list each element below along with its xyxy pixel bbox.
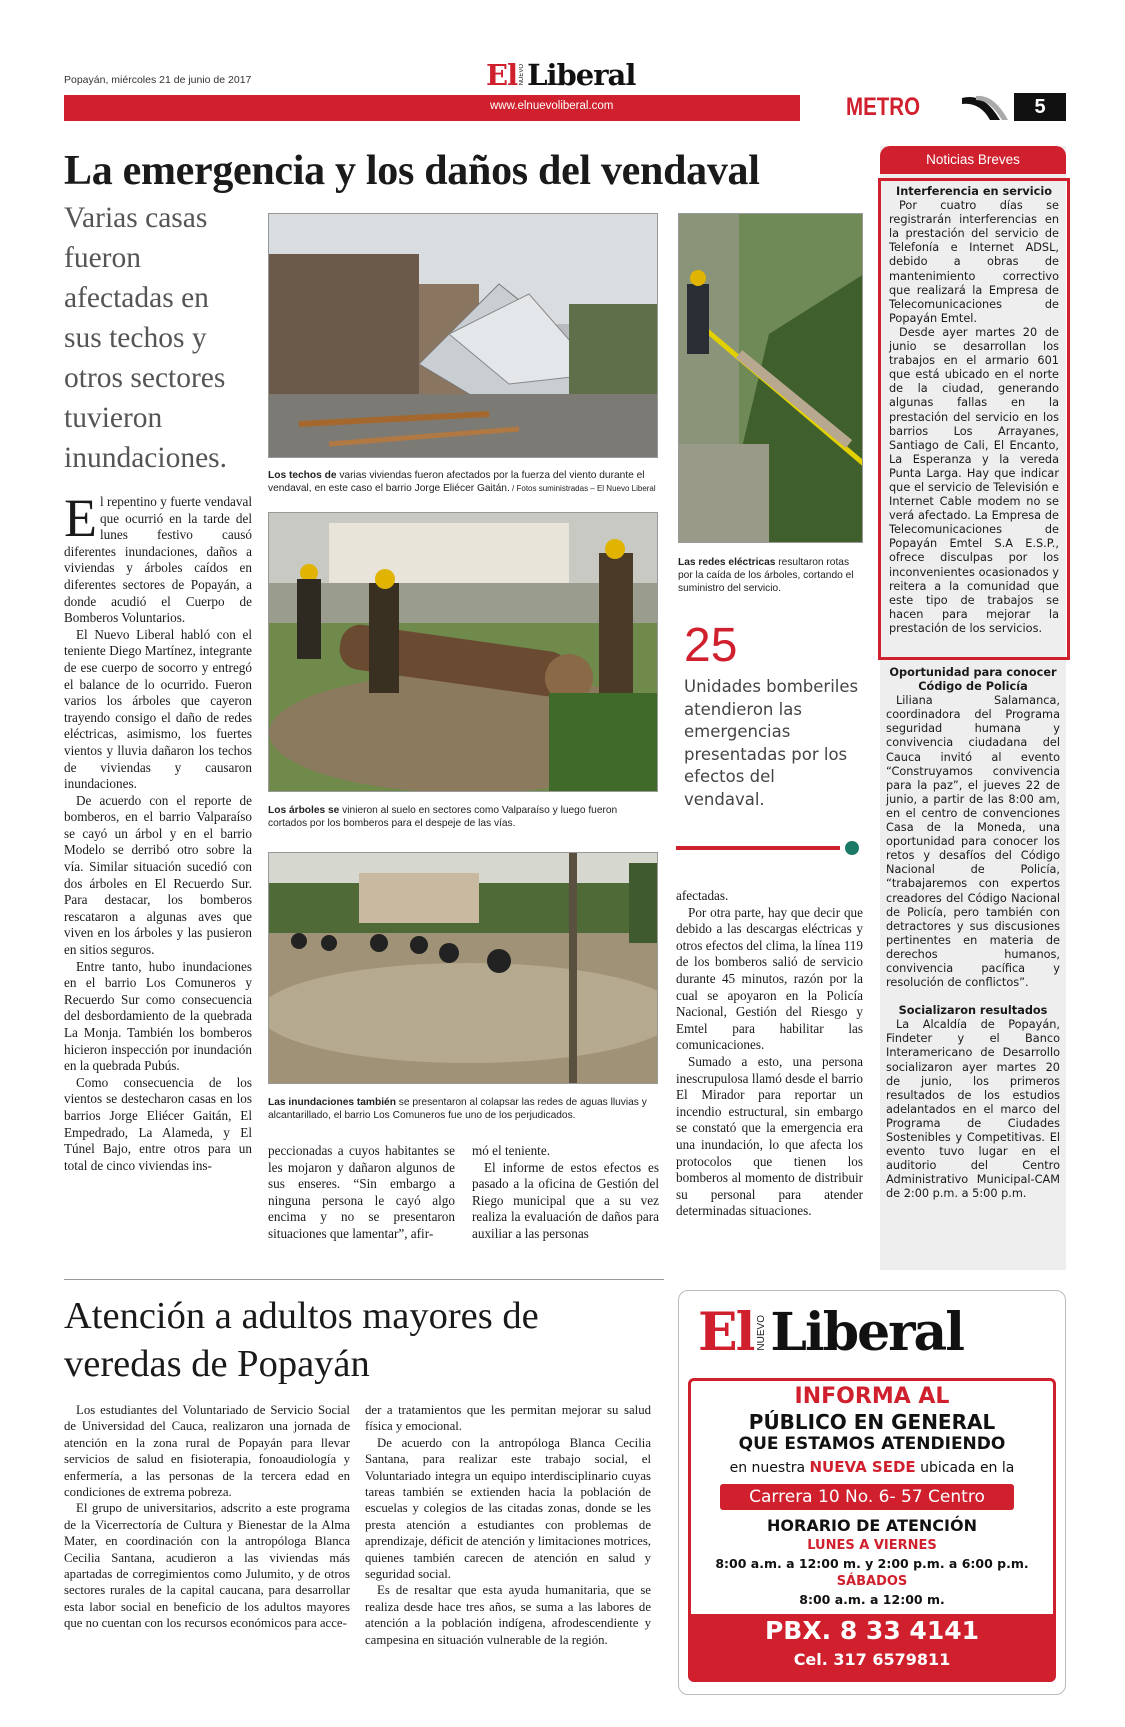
caption-roofs (268, 469, 658, 495)
ad-logo-nuevo: NUEVO (756, 1314, 768, 1351)
brief2-p1: Liliana Salamanca, coordinadora del Programa seguridad humana y convivencia ciudadana del Cauca invitó al evento “Construyamos convivencia para la paz”, el jueves 22 de junio, a partir de las 8:00 am, en el centro de convenciones Casa de la Moneda, una oportunidad para conocer los retos y desafíos del Código Nacional de Policía, “trabajaremos con expertos creadores del Código Nacional de Policía, pero también con detractores y sus discusiones pertinentes en materia de derechos humanos, convivencia pacífica y resolución de conflictos”. (886, 694, 1060, 990)
brief3-heading: Socializaron resultados (898, 1004, 1048, 1018)
main-col2 (268, 1143, 455, 1243)
second-headline: Atención a adultos mayores de veredas de Popayán (64, 1295, 539, 1385)
briefs-title: Noticias Breves (880, 146, 1066, 174)
masthead-logo[interactable] (486, 58, 635, 92)
ad-line2: PÚBLICO EN GENERAL (748, 1410, 996, 1434)
dropcap: E (64, 488, 97, 548)
section-swoosh-icon (960, 92, 1014, 122)
second-col2-p1: der a tratamientos que les permitan mejorar su salud física y emocional. (365, 1403, 651, 1434)
ad-hours-title: HORARIO DE ATENCIÓN (767, 1516, 977, 1535)
stat-rule (676, 846, 840, 850)
caption-roofs-bold: Los techos de (268, 470, 337, 481)
main-col3-p1: mó el teniente. (472, 1143, 550, 1158)
brief1-heading: Interferencia en servicio (895, 185, 1053, 198)
main-col3-p2: El informe de estos efectos es pasado a la oficina de Gestión del Riego municipal que a su vez realiza la evaluación de daños para auxiliar a las personas (472, 1159, 659, 1241)
brief3-p1: La Alcaldía de Popayán, Findeter y el Banco Interamericano de Desarrollo socializaron ayer martes 20 de junio, los primeros resultados de los estudios adelantados en el marco del Programa de Ciudades Sostenibles y Competitivas. El evento tuvo lugar en el auditorio del Centro Administrativo Municipal-CAM de 2:00 p.m. a 5:00 p.m. (886, 1018, 1060, 1201)
brief1-p2: Desde ayer martes 20 de junio se desarrollan los trabajos en el armario 601 que está ubicado en el norte de la ciudad, generando algunas fallas en la prestación del servicio en los barrios Los Arrayanes, Santiago de Cali, El Encanto, La Esperanza y la vereda Punta Larga. Hay que indicar que el servicio de Televisión e Internet Cable modem no se verá afectado. La Empresa de Telecomunicaciones de Popayán Emtel S.A E.S.P., ofrece disculpas por los inconvenientes ocasionados y reitera a la comunidad que este tipo de trabajos se hacen para mejorar la prestación de los servicios. (889, 325, 1059, 635)
main-headline: La emergencia y los daños del vendaval (64, 148, 760, 194)
ad-weekday-hours: 8:00 a.m. a 12:00 m. y 2:00 p.m. a 6:00 p.m. (715, 1556, 1029, 1571)
caption-flooding-text: se presentaron al colapsar las redes de aguas lluvias y alcantarillado, el barrio Los Comuneros fue uno de los perjudicados. (268, 1097, 647, 1121)
website-link[interactable]: www.elnuevoliberal.com (490, 100, 614, 112)
brief1-p1: Por cuatro días se registrarán interferencias en la prestación del servicio de Telefonía e Internet ADSL, debido a obras de mantenimiento correctivo que realizará la Empresa de Telecomunicaciones de Popayán Emtel. (889, 199, 1059, 325)
main-col4-p3: Sumado a esto, una persona inescrupulosa llamó desde el barrio El Mirador para reportar un incendio estructural, sin embargo se constató que la emergencia era una inundación, lo que afecta los protocolos que tienen los bomberos al momento de distribuir su personal para atender determinadas situaciones. (676, 1053, 863, 1219)
ad-cel[interactable]: Cel. 317 6579811 (793, 1650, 951, 1669)
photo-flooding (268, 852, 658, 1084)
main-col4 (676, 888, 863, 1220)
ad-logo-liberal: Liberal (770, 1302, 963, 1363)
second-col1 (64, 1402, 350, 1632)
stat-text: Unidades bomberiles atendieron las emergencias presentadas por los efectos del vendaval. (684, 677, 859, 809)
ad-pbx[interactable]: PBX. 8 33 4141 (764, 1616, 980, 1645)
logo-liberal: Liberal (527, 58, 636, 92)
ad-weekdays: LUNES A VIERNES (807, 1538, 937, 1553)
photo-damaged-roofs (268, 213, 658, 458)
brief-interferencia (878, 178, 1070, 660)
ad-address: Carrera 10 No. 6- 57 Centro (720, 1484, 1014, 1510)
caption-trees-text: vinieron al suelo en sectores como Valparaíso y luego fueron cortados por los bomberos para el despeje de las vías. (268, 805, 618, 829)
main-col1 (64, 488, 252, 1174)
ad-line1: INFORMA AL (794, 1384, 950, 1409)
caption-trees-bold: Los árboles se (268, 805, 340, 816)
dateline: Popayán, miércoles 21 de junio de 2017 (64, 74, 252, 86)
main-deck: Varias casas fueron afectadas en sus techos y otros sectores tuvieron inundaciones. (64, 202, 228, 474)
photo-tree-cutting (268, 512, 658, 792)
caption-power-lines-text: resultaron rotas por la caída de los árboles, cortando el suministro del servicio. (678, 557, 854, 594)
ad-saturday: SÁBADOS (836, 1574, 908, 1589)
second-col1-p1: Los estudiantes del Voluntariado de Servicio Social de Universidad del Cauca, realizaron una jornada de atención en la zona rural de Popayán para llevar servicios de salud en fisioterapia, fonoaudiología y enfermería, a las personas de la tercera edad en condiciones de extrema pobreza. (64, 1403, 350, 1500)
second-col2-p3: Es de resaltar que esta ayuda humanitaria, que se realiza desde hace tres años, se suma a las labores de atención a la población indígena, afrodescendiente y campesina en situación vulnerable de la región. (365, 1583, 651, 1647)
page-number: 5 (1014, 93, 1066, 121)
photo-power-lines (678, 213, 863, 543)
ad-line4-c: ubicada en la (915, 1460, 1015, 1476)
second-col1-p2: El grupo de universitarios, adscrito a este programa de la Vicerrectoría de Cultura y Bienestar de la Alma Mater, en coordinación con la antropóloga Blanca Cecilia Santana, acudieron a las viviendas más apartadas de corregimientos como Julumito, y de otros sectores rurales de la capital caucana, para desarrollar esta labor social en beneficio de los adultos mayores que no cuentan con los recursos económicos para acce- (64, 1501, 350, 1631)
ad-saturday-hours: 8:00 a.m. a 12:00 m. (799, 1592, 945, 1607)
caption-flooding (268, 1096, 658, 1122)
header-red-bar (64, 95, 800, 121)
main-col2-text: peccionadas a cuyos habitantes se les mojaron y dañaron algunos de sus enseres. “Sin embargo a ninguna persona le cayó algo encima y no se presentaron situaciones que lamentar”, afir- (268, 1143, 455, 1241)
section-label: METRO (846, 93, 921, 121)
caption-power-lines-bold: Las redes eléctricas (678, 557, 776, 568)
stat-number: 25 (684, 619, 738, 672)
main-col1-p5: Como consecuencia de los vientos se destecharon casas en los barrios Jorge Eliécer Gaitán, El Empedrado, La Alameda, y El Túnel Bajo, entre otros para un total de cinco viviendas ins- (64, 1074, 252, 1173)
caption-power-lines (678, 556, 863, 595)
stat-dot (845, 841, 859, 855)
ad-line4-b: NUEVA SEDE (809, 1458, 916, 1476)
brief2-heading: Oportunidad para conocer Código de Policía (889, 666, 1057, 694)
main-col3 (472, 1143, 659, 1243)
logo-el: El (486, 58, 518, 92)
second-col2-p2: De acuerdo con la antropóloga Blanca Cecilia Santana, para realizar este trabajo social, el Voluntariado integra un equipo interdisciplinario cuyas tareas también se extienden hacia la población de escuelas y colegios de las citadas zonas, donde se les presta atención a estudiantes con problemas de aprendizaje, déficit de atención y limitaciones motrices, quienes también carecen de atención en salud y seguridad social. (365, 1435, 651, 1582)
main-col1-p4: Entre tanto, hubo inundaciones en el barrio Los Comuneros y Recuerdo Sur como consecuencia del desbordamiento de la quebrada La Monja. También los bomberos hicieron inspección por inundación en la quebrada Pubús. (64, 958, 252, 1074)
ad-line3: QUE ESTAMOS ATENDIENDO (738, 1434, 1006, 1454)
brief-codigo-policia (886, 666, 1060, 1201)
ad-line4 (688, 1458, 1056, 1476)
second-col2 (365, 1402, 651, 1648)
main-col1-p2: El Nuevo Liberal habló con el teniente Diego Martínez, integrante de ese cuerpo de socorro y entregó el balance de lo ocurrido. Fueron varios los árboles que cayeron trayendo consigo el daño de redes eléctricas, asimismo, los fuertes vientos y lluvia dañaron los techos de viviendas y causaron inundaciones. (64, 626, 252, 792)
main-col1-lead: l repentino y fuerte vendaval que ocurrió en la tarde del lunes festivo causó diferentes inundaciones, daños a viviendas y árboles caídos en diferentes sectores de Popayán, a donde acudió el Cuerpo de Bomberos Voluntarios. (64, 494, 252, 626)
main-col4-p1: afectadas. (676, 888, 729, 903)
ad-logo-el: El (698, 1302, 754, 1363)
logo-nuevo: NUEVO (519, 64, 526, 86)
main-col1-p3: De acuerdo con el reporte de bomberos, en el barrio Valparaíso se cayó un árbol y en el barrio Modelo se derribó otro sobre la vía. Similar situación sucedió con dos árboles en El Recuerdo Sur. Para destacar, los bomberos rescataron a algunas aves que viven en los árboles y las pusieron en sitios seguros. (64, 792, 252, 958)
section-divider (64, 1279, 664, 1280)
caption-roofs-credit: / Fotos suministradas – El Nuevo Liberal (509, 484, 656, 493)
caption-flooding-bold: Las inundaciones también (268, 1097, 396, 1108)
caption-roofs-text: varias viviendas fueron afectados por la fuerza del viento durante el vendaval, en este caso el barrio Jorge Eliécer Gaitán. (268, 470, 645, 494)
main-col4-p2: Por otra parte, hay que decir que debido a las descargas eléctricas y otros efectos del clima, la línea 119 de los bomberos salió de servicio durante 45 minutos, razón por la cual se apoyaron en la Policía Nacional, Gestión del Riesgo y Emtel para habilitar las comunicaciones. (676, 904, 863, 1053)
caption-trees (268, 804, 658, 830)
ad-line4-a: en nuestra (729, 1460, 810, 1476)
ad-logo (698, 1302, 963, 1363)
